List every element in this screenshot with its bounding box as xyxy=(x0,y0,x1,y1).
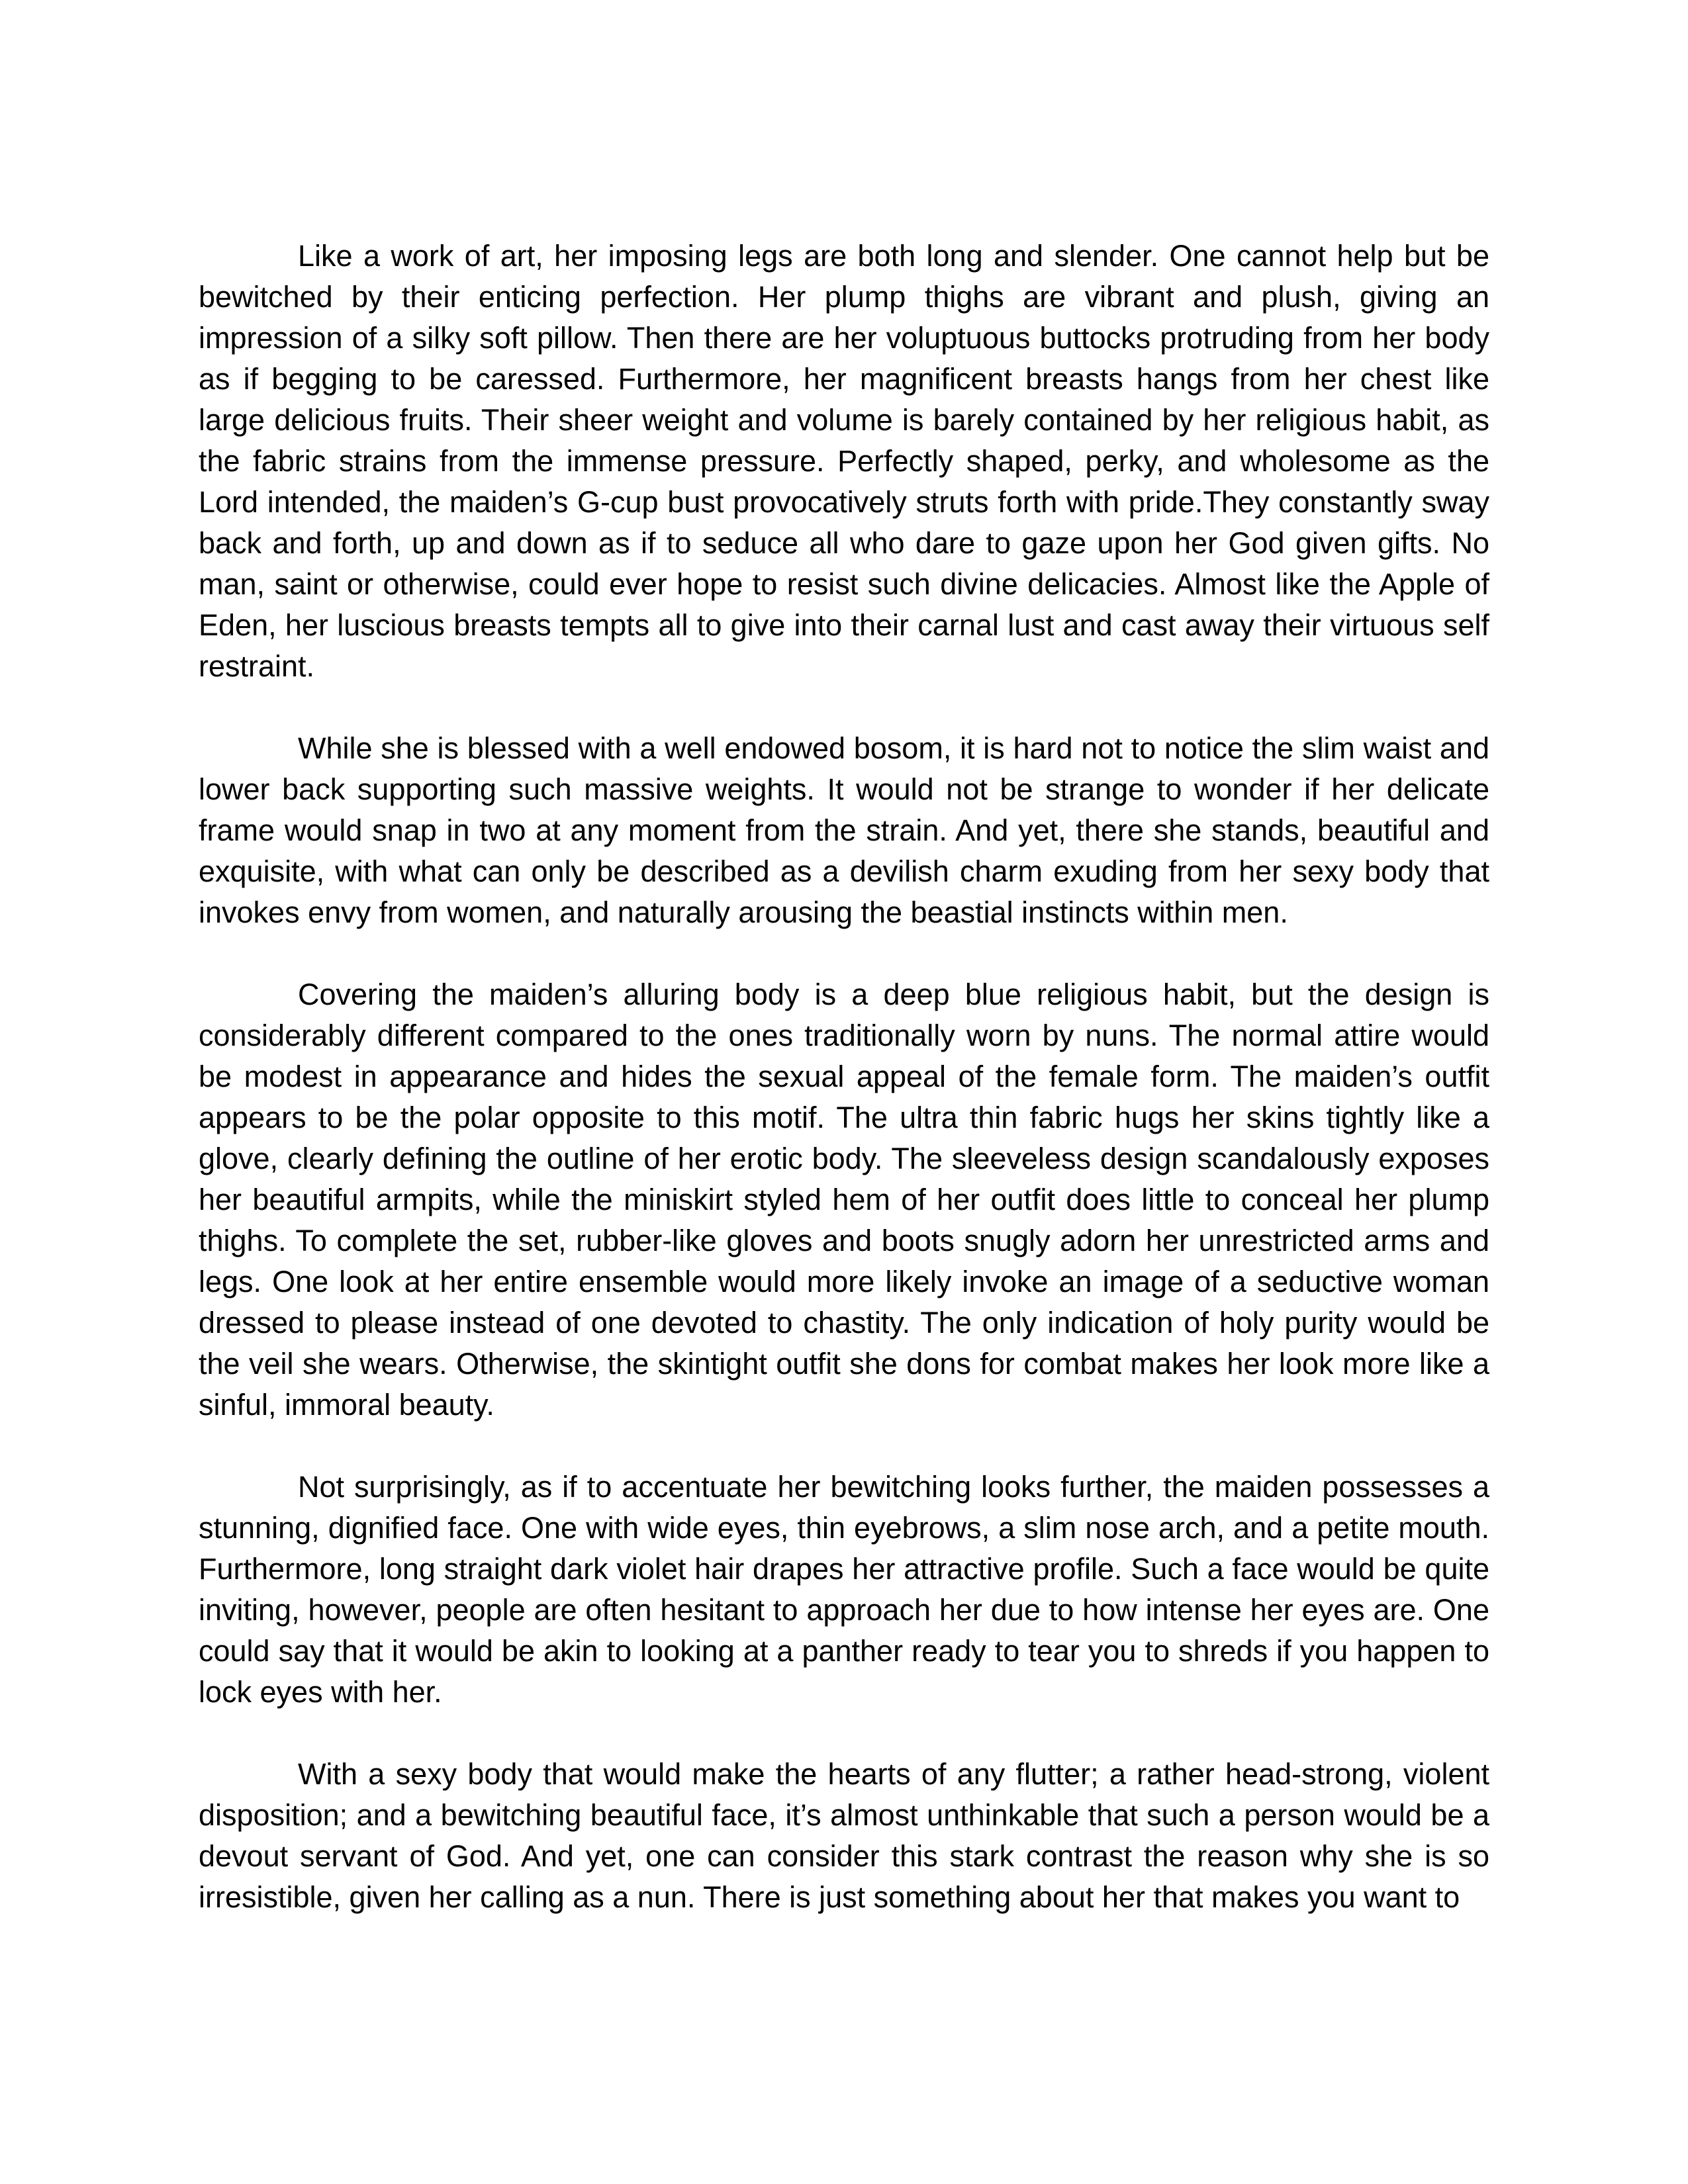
paragraph-2: While she is blessed with a well endowed bosom, it is hard not to notice the slim waist and lower back supporting such massive weights. It would not be strange to wonder if her delicate frame would snap in two at any moment from the strain. And yet, there she stands, beautiful and exquisite, with what can only be described as a devilish charm exuding from her sexy body that invokes envy from women, and naturally arousing the beastial instincts within men. xyxy=(199,731,1489,929)
paragraph-3: Covering the maiden’s alluring body is a deep blue religious habit, but the design is considerably different compared to the ones traditionally worn by nuns. The normal attire would be modest in appearance and hides the sexual appeal of the female form. The maiden’s outfit appears to be the polar opposite to this motif. The ultra thin fabric hugs her skins tightly like a glove, clearly defining the outline of her erotic body. The sleeveless design scandalously exposes her beautiful armpits, while the miniskirt styled hem of her outfit does little to conceal her plump thighs. To complete the set, rubber-like gloves and boots snugly adorn her unrestricted arms and legs. One look at her entire ensemble would more likely invoke an image of a seductive woman dressed to please instead of one devoted to chastity. The only indication of holy purity would be the veil she wears. Otherwise, the skintight outfit she dons for combat makes her look more like a sinful, immoral beauty. xyxy=(199,978,1489,1422)
paragraph-5: With a sexy body that would make the hearts of any flutter; a rather head-strong, violent disposition; and a bewitching beautiful face, it’s almost unthinkable that such a person would be a devout servant of God. And yet, one can consider this stark contrast the reason why she is so irresistible, given her calling as a nun. There is just something about her that makes you want to xyxy=(199,1757,1489,1914)
document-text-body xyxy=(199,236,1489,1918)
paragraph-4: Not surprisingly, as if to accentuate her bewitching looks further, the maiden possesses a stunning, dignified face. One with wide eyes, thin eyebrows, a slim nose arch, and a petite mouth. Furthermore, long straight dark violet hair drapes her attractive profile. Such a face would be quite inviting, however, people are often hesitant to approach her due to how intense her eyes are. One could say that it would be akin to looking at a panther ready to tear you to shreds if you happen to lock eyes with her. xyxy=(199,1470,1489,1709)
paragraph-1: Like a work of art, her imposing legs are both long and slender. One cannot help but be bewitched by their enticing perfection. Her plump thighs are vibrant and plush, giving an impression of a silky soft pillow. Then there are her voluptuous buttocks protruding from her body as if begging to be caressed. Furthermore, her magnificent breasts hangs from her chest like large delicious fruits. Their sheer weight and volume is barely contained by her religious habit, as the fabric strains from the immense pressure. Perfectly shaped, perky, and wholesome as the Lord intended, the maiden’s G-cup bust provocatively struts forth with pride.They constantly sway back and forth, up and down as if to seduce all who dare to gaze upon her God given gifts. No man, saint or otherwise, could ever hope to resist such divine delicacies. Almost like the Apple of Eden, her luscious breasts tempts all to give into their carnal lust and cast away their virtuous self restraint. xyxy=(199,239,1489,683)
